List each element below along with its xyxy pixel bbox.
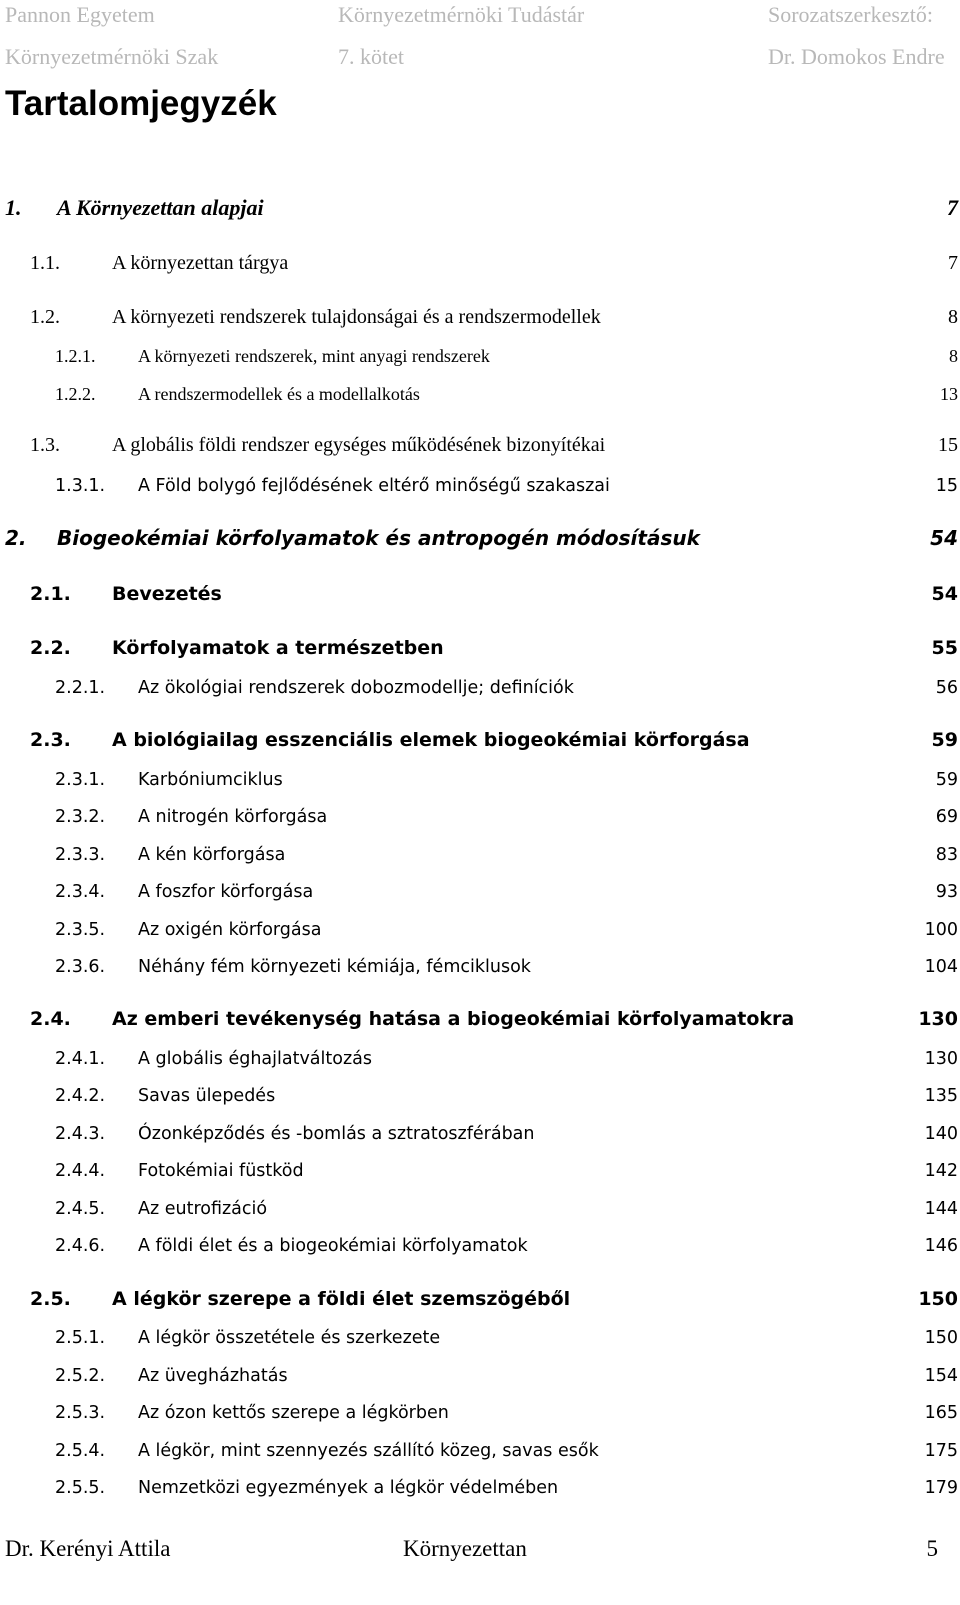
toc-number: 2.5.2. [55,1366,106,1386]
toc-title: Az oxigén körforgása [138,920,322,940]
toc-title: A globális földi rendszer egységes működésének bizonyítékai [112,434,606,456]
page-footer [0,1536,960,1576]
toc-page: 7 [948,252,958,274]
toc-title: A földi élet és a biogeokémiai körfolyamatok [138,1236,528,1256]
toc-title: A környezeti rendszerek tulajdonságai és a rendszermodellek [112,306,601,328]
toc-number: 2.3.6. [55,957,106,977]
toc-page: 104 [924,957,958,977]
toc-number: 2.3.3. [55,845,106,865]
toc-page: 8 [948,306,958,328]
toc-number: 2.4. [30,1008,71,1030]
toc-number: 1.3. [30,434,60,456]
toc-title: Ózonképződés és -bomlás a sztratoszférában [138,1124,535,1144]
toc-page: 175 [924,1441,958,1461]
toc-number: 2.4.2. [55,1086,106,1106]
toc-number: 2.5.3. [55,1403,106,1423]
toc-title: A légkör szerepe a földi élet szemszögéből [112,1288,571,1310]
toc-title: A környezeti rendszerek, mint anyagi rendszerek [138,346,490,366]
toc-title: A nitrogén körforgása [138,807,328,827]
toc-title: A Környezettan alapjai [57,195,264,220]
toc-title: Savas ülepedés [138,1086,276,1106]
toc-page: 130 [918,1008,958,1030]
toc-number: 2.5.1. [55,1328,106,1348]
toc-page: 69 [935,807,958,827]
toc-page: 54 [931,583,958,605]
toc-title: Bevezetés [112,583,222,605]
toc-page: 144 [924,1199,958,1219]
toc-page: 13 [940,384,958,404]
toc-number: 2.4.5. [55,1199,106,1219]
toc-number: 2.2.1. [55,678,106,698]
toc-title: A rendszermodellek és a modellalkotás [138,384,420,404]
toc-number: 1.3.1. [55,476,106,496]
toc-page: 135 [924,1086,958,1106]
toc-title: A globális éghajlatváltozás [138,1049,372,1069]
toc-title: A foszfor körforgása [138,882,314,902]
toc-page: 59 [931,729,958,751]
toc-number: 2.5.5. [55,1478,106,1498]
toc-number: 1.1. [30,252,60,274]
toc-title: Az eutrofizáció [138,1199,268,1219]
toc-page: 15 [938,434,958,456]
toc-page: 165 [924,1403,958,1423]
toc-number: 2.1. [30,583,71,605]
footer-author: Dr. Kerényi Attila [5,1536,171,1561]
header-editor-label: Sorozatszerkesztő: [768,2,933,27]
toc-number: 2.4.1. [55,1049,106,1069]
toc-page: 150 [918,1288,958,1310]
header-editor-name: Dr. Domokos Endre [768,44,945,69]
toc-page: 179 [924,1478,958,1498]
running-header-row-1 [0,0,960,44]
toc-page: 142 [924,1161,958,1181]
toc-page: 54 [930,526,958,550]
toc-number: 2.3.5. [55,920,106,940]
toc-page: 100 [924,920,958,940]
toc-number: 2.3.4. [55,882,106,902]
toc-number: 2.5.4. [55,1441,106,1461]
footer-page-number: 5 [926,1536,938,1561]
toc-number: 2.3.1. [55,770,106,790]
toc-title: A kén körforgása [138,845,286,865]
toc-page: 55 [931,637,958,659]
toc-title: Az emberi tevékenység hatása a biogeokémiai körfolyamatokra [112,1008,795,1030]
footer-book-title: Környezettan [403,1536,527,1561]
toc-title: Körfolyamatok a természetben [112,637,444,659]
toc-page: 154 [924,1366,958,1386]
header-university: Pannon Egyetem [5,2,155,27]
toc-page: 59 [935,770,958,790]
toc-title: A biológiailag esszenciális elemek biogeokémiai körforgása [112,729,750,751]
toc-page: 140 [924,1124,958,1144]
toc-page: 83 [935,845,958,865]
toc-number: 2.3. [30,729,71,751]
page-title: Tartalomjegyzék [5,84,277,123]
toc-title: Biogeokémiai körfolyamatok és antropogén módosításuk [57,526,700,550]
toc-number: 2.3.2. [55,807,106,827]
toc-page: 56 [935,678,958,698]
toc-number: 2. [5,526,27,550]
toc-page: 146 [924,1236,958,1256]
toc-title: Az üvegházhatás [138,1366,288,1386]
toc-title: Az ózon kettős szerepe a légkörben [138,1403,449,1423]
toc-title: Nemzetközi egyezmények a légkör védelmében [138,1478,559,1498]
toc-page: 150 [924,1328,958,1348]
toc-page: 8 [949,346,958,366]
toc-number: 2.2. [30,637,71,659]
toc-number: 2.5. [30,1288,71,1310]
toc-title: Néhány fém környezeti kémiája, fémciklusok [138,957,531,977]
running-header-row-2 [0,42,960,86]
toc-number: 2.4.6. [55,1236,106,1256]
toc-title: A légkör, mint szennyezés szállító közeg, savas esők [138,1441,599,1461]
toc-page: 7 [947,195,958,220]
toc-number: 1.2. [30,306,60,328]
toc-title: A környezettan tárgya [112,252,289,274]
toc-number: 1.2.2. [55,384,96,404]
toc-page: 15 [935,476,958,496]
toc-title: Karbóniumciklus [138,770,283,790]
toc-title: Az ökológiai rendszerek dobozmodellje; definíciók [138,678,574,698]
toc-title: Fotokémiai füstköd [138,1161,304,1181]
toc-page: 130 [924,1049,958,1069]
toc-number: 2.4.4. [55,1161,106,1181]
toc-title: A Föld bolygó fejlődésének eltérő minőségű szakaszai [138,476,610,496]
toc-number: 1. [5,195,22,220]
toc-number: 2.4.3. [55,1124,106,1144]
header-series: Környezetmérnöki Tudástár [338,2,585,27]
header-programme: Környezetmérnöki Szak [5,44,219,69]
toc-page: 93 [935,882,958,902]
toc-number: 1.2.1. [55,346,96,366]
toc-title: A légkör összetétele és szerkezete [138,1328,441,1348]
header-volume: 7. kötet [338,44,404,69]
